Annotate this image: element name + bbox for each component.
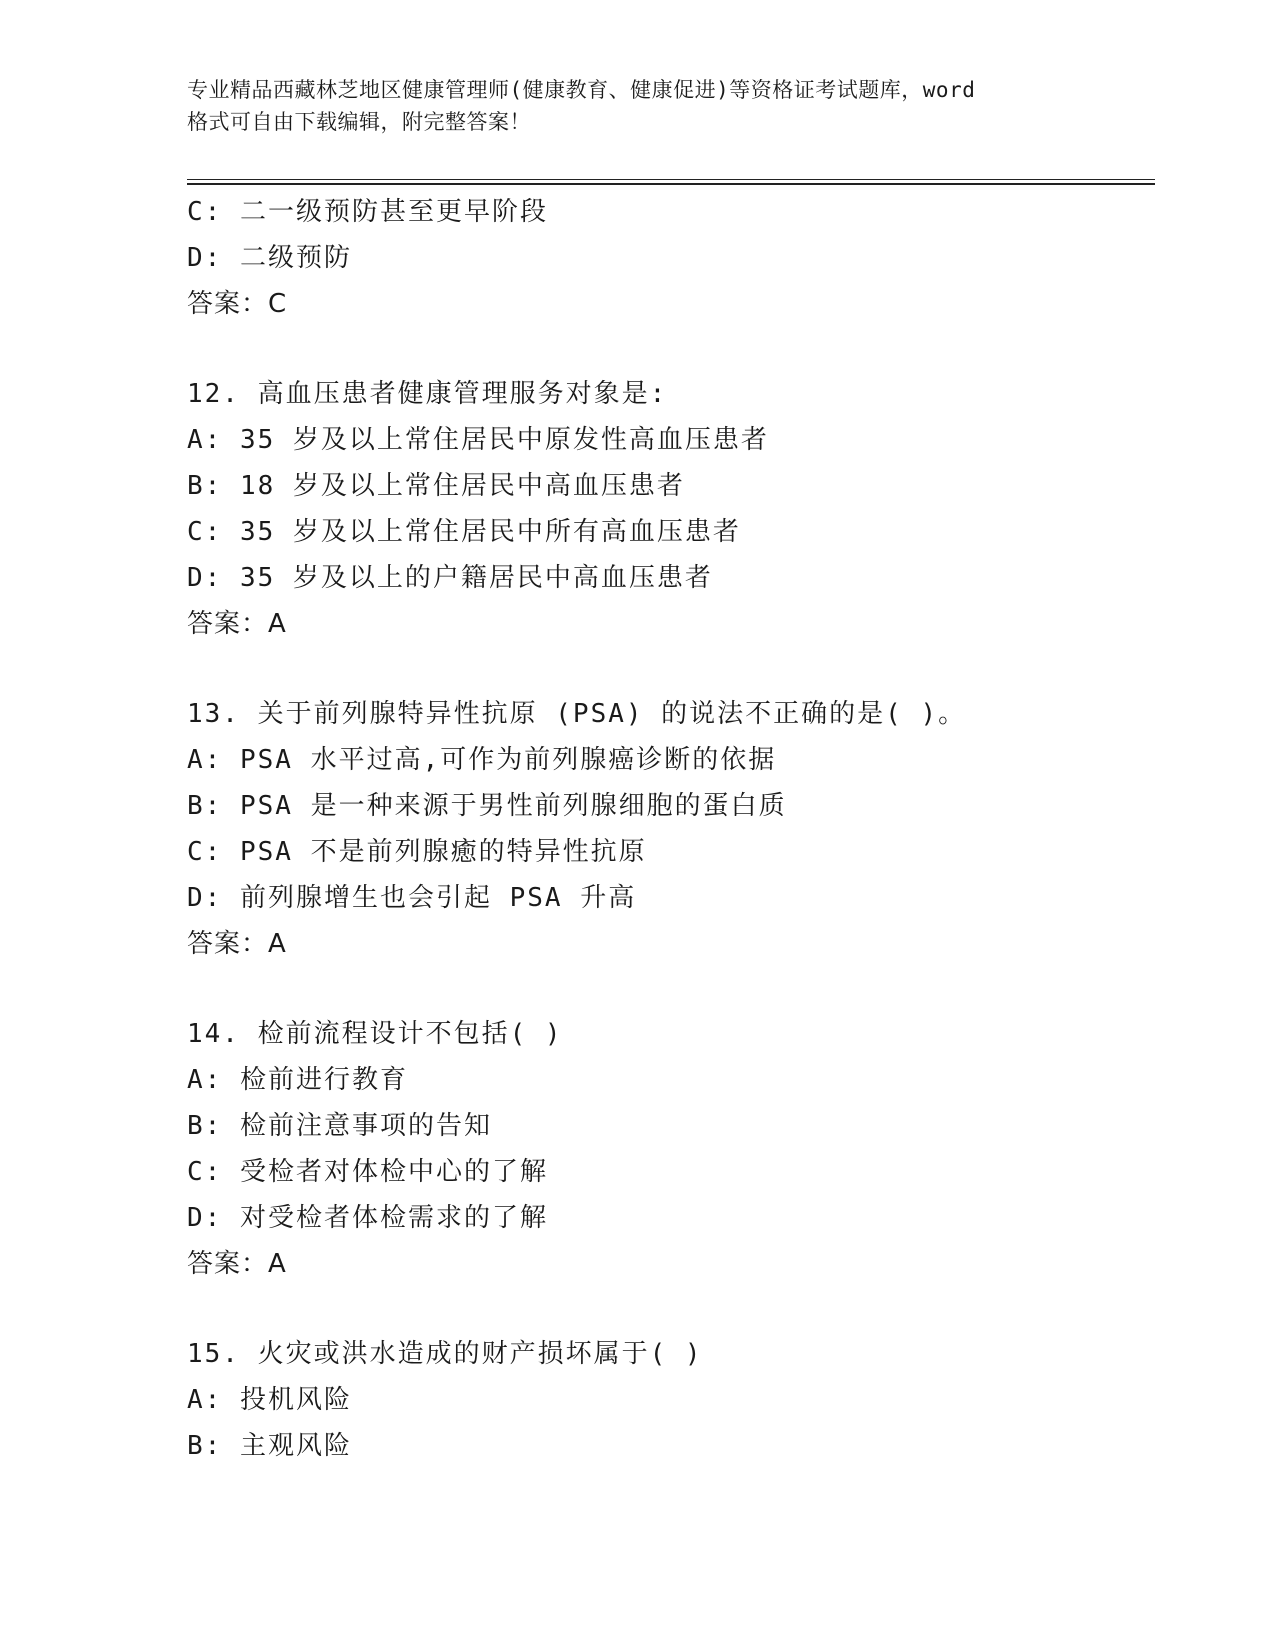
option-b: B: 检前注意事项的告知 <box>187 1111 492 1141</box>
question-11-remainder <box>187 189 1155 327</box>
question-text: 14. 检前流程设计不包括( ) <box>187 1019 563 1049</box>
answer: 答案：A <box>187 929 287 959</box>
spacer <box>187 967 1155 1011</box>
option-d: D: 35 岁及以上的户籍居民中高血压患者 <box>187 563 713 593</box>
document-header <box>187 74 1087 138</box>
question-text: 15. 火灾或洪水造成的财产损坏属于( ) <box>187 1339 703 1369</box>
answer: 答案：C <box>187 289 288 319</box>
option-d: D: 前列腺增生也会引起 PSA 升高 <box>187 883 637 913</box>
question-text: 13. 关于前列腺特异性抗原 (PSA) 的说法不正确的是( )。 <box>187 699 967 729</box>
answer: 答案：A <box>187 609 287 639</box>
question-13 <box>187 691 1155 967</box>
question-12 <box>187 371 1155 647</box>
header-line-2: 格式可自由下载编辑，附完整答案！ <box>187 110 531 134</box>
question-14 <box>187 1011 1155 1287</box>
question-text: 12. 高血压患者健康管理服务对象是: <box>187 379 668 409</box>
option-a: A: 35 岁及以上常住居民中原发性高血压患者 <box>187 425 769 455</box>
option-a: A: PSA 水平过高,可作为前列腺癌诊断的依据 <box>187 745 777 775</box>
option-b: B: 18 岁及以上常住居民中高血压患者 <box>187 471 685 501</box>
option-d: D: 对受检者体检需求的了解 <box>187 1203 548 1233</box>
option-c: C: 35 岁及以上常住居民中所有高血压患者 <box>187 517 741 547</box>
option-d: D: 二级预防 <box>187 243 352 273</box>
option-c: C: PSA 不是前列腺癒的特异性抗原 <box>187 837 647 867</box>
option-b: B: 主观风险 <box>187 1431 352 1461</box>
option-a: A: 投机风险 <box>187 1385 352 1415</box>
option-c: C: 受检者对体检中心的了解 <box>187 1157 548 1187</box>
spacer <box>187 647 1155 691</box>
spacer <box>187 327 1155 371</box>
option-b: B: PSA 是一种来源于男性前列腺细胞的蛋白质 <box>187 791 787 821</box>
header-divider-thin <box>187 179 1155 180</box>
option-c: C: 二一级预防甚至更早阶段 <box>187 197 548 227</box>
question-15 <box>187 1331 1155 1469</box>
answer: 答案：A <box>187 1249 287 1279</box>
header-divider-thick <box>187 183 1155 185</box>
header-line-1: 专业精品西藏林芝地区健康管理师(健康教育、健康促进)等资格证考试题库，word <box>187 78 976 102</box>
spacer <box>187 1287 1155 1331</box>
option-a: A: 检前进行教育 <box>187 1065 408 1095</box>
question-list <box>187 189 1155 1469</box>
